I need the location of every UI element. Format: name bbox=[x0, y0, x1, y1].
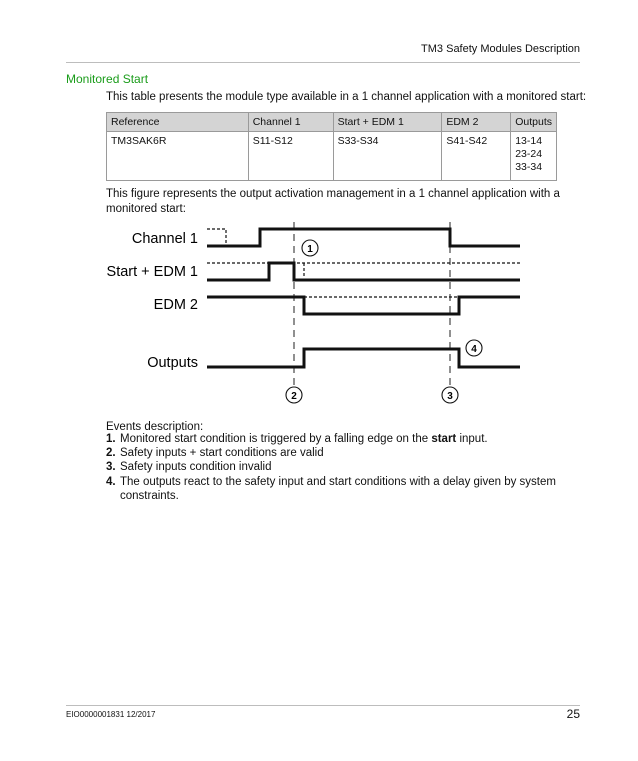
cell-edm2: S41-S42 bbox=[442, 132, 511, 181]
column-header-edm2: EDM 2 bbox=[442, 113, 511, 132]
event-text: The outputs react to the safety input and start conditions with a delay given by system constraints. bbox=[120, 475, 556, 502]
footer-divider bbox=[66, 705, 580, 706]
event-text-post: input. bbox=[456, 433, 488, 445]
column-header-reference: Reference bbox=[107, 113, 249, 132]
event-text-pre: Monitored start condition is triggered by a falling edge on the bbox=[120, 433, 432, 445]
channel1-waveform bbox=[207, 229, 520, 246]
event-number: 4. bbox=[106, 475, 116, 488]
output-terminal: 33-34 bbox=[515, 161, 543, 173]
cell-channel1: S11-S12 bbox=[248, 132, 333, 181]
event-number: 1. bbox=[106, 433, 116, 445]
event-marker-3 bbox=[442, 387, 458, 403]
list-item bbox=[106, 446, 576, 460]
column-header-channel1: Channel 1 bbox=[248, 113, 333, 132]
event-text-bold: start bbox=[431, 433, 457, 445]
output-terminal: 13-14 bbox=[515, 135, 543, 147]
list-item bbox=[106, 475, 576, 503]
cell-start-edm1: S33-S34 bbox=[333, 132, 442, 181]
list-item bbox=[106, 432, 576, 446]
event-marker-4-label: 4 bbox=[471, 344, 477, 355]
edm2-waveform bbox=[207, 297, 520, 314]
event-number: 3. bbox=[106, 461, 116, 474]
event-text: Safety inputs condition invalid bbox=[120, 461, 272, 474]
event-number: 2. bbox=[106, 447, 116, 460]
start-edm1-waveform bbox=[207, 263, 520, 280]
section-intro: This table presents the module type available in a 1 channel application with a monitored start: bbox=[106, 91, 587, 103]
event-marker-1-label: 1 bbox=[307, 244, 313, 255]
event-marker-2 bbox=[286, 387, 302, 403]
event-marker-3-label: 3 bbox=[447, 391, 453, 402]
event-marker-2-label: 2 bbox=[291, 391, 297, 402]
page-number: 25 bbox=[566, 707, 580, 721]
signal-label-outputs: Outputs bbox=[147, 355, 198, 371]
header-title: TM3 Safety Modules Description bbox=[421, 43, 580, 55]
signal-label-channel1: Channel 1 bbox=[131, 231, 198, 247]
signal-label-edm2: EDM 2 bbox=[153, 297, 198, 313]
events-list bbox=[106, 432, 576, 503]
events-title: Events description: bbox=[106, 421, 204, 433]
event-text: Safety inputs + start conditions are valid bbox=[120, 447, 324, 460]
channel1-initial-dotted bbox=[207, 229, 226, 246]
cell-reference: TM3SAK6R bbox=[107, 132, 249, 181]
signal-label-start-edm1: Start + EDM 1 bbox=[106, 264, 198, 280]
footer-doc-id: EIO0000001831 12/2017 bbox=[66, 710, 156, 719]
event-marker-4 bbox=[466, 340, 482, 356]
column-header-outputs: Outputs bbox=[511, 113, 557, 132]
figure-intro: This figure represents the output activation management in a 1 channel application with a monitored start: bbox=[106, 188, 560, 215]
output-terminal: 23-24 bbox=[515, 148, 543, 160]
event-marker-1 bbox=[302, 240, 318, 256]
column-header-start-edm1: Start + EDM 1 bbox=[333, 113, 442, 132]
section-title: Monitored Start bbox=[66, 72, 149, 86]
list-item bbox=[106, 460, 576, 474]
